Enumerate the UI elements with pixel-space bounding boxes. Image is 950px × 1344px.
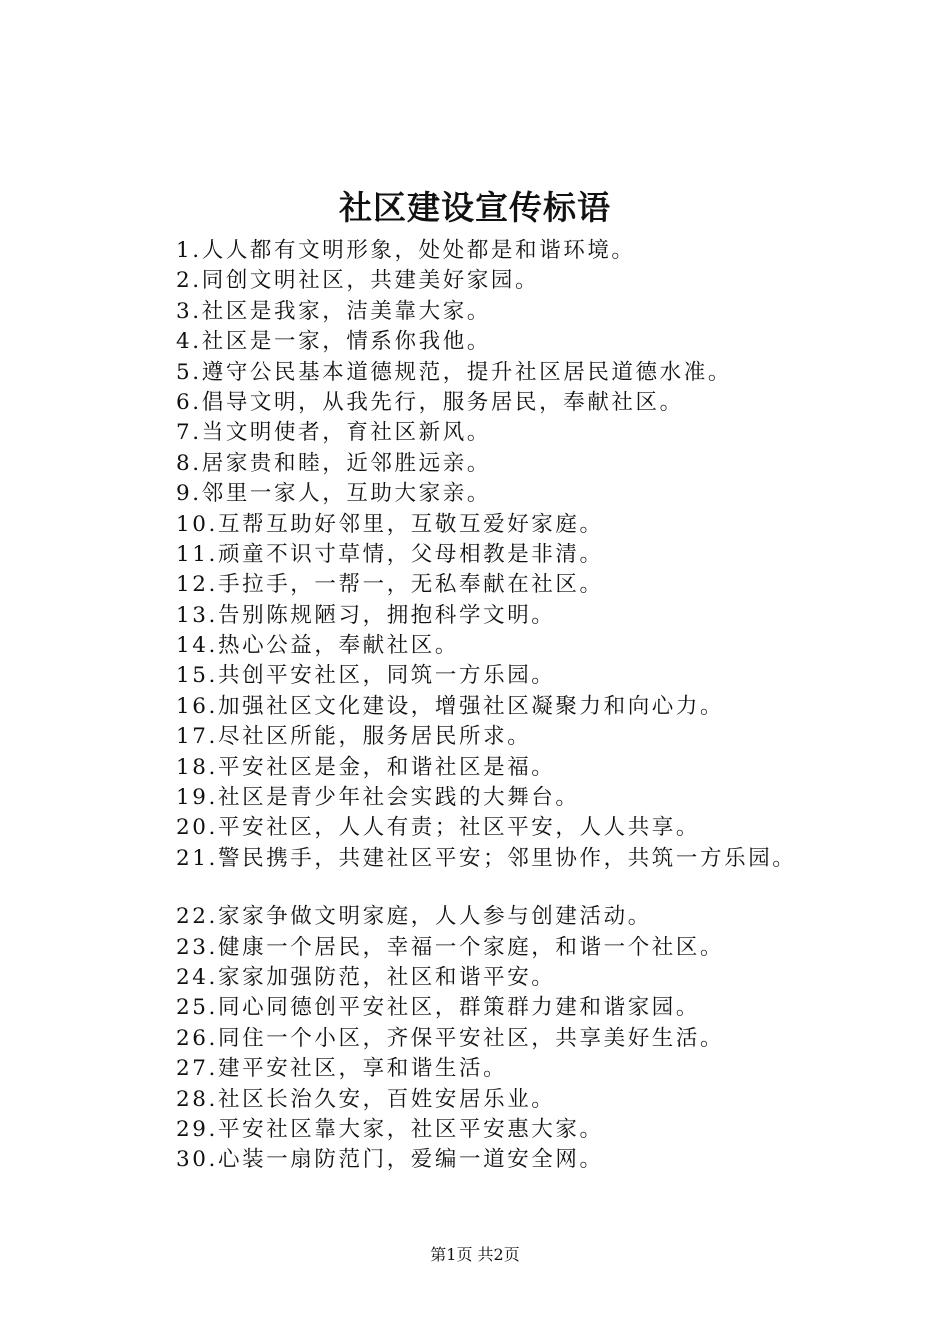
slogan-list [176, 236, 936, 1176]
list-item: 28.社区长治久安，百姓安居乐业。 [176, 1086, 556, 1112]
list-item: 29.平安社区靠大家，社区平安惠大家。 [176, 1116, 604, 1142]
list-item: 21.警民携手，共建社区平安；邻里协作，共筑一方乐园。 [176, 845, 797, 871]
list-item: 6.倡导文明，从我先行，服务居民，奉献社区。 [176, 389, 684, 415]
list-item: 1.人人都有文明形象，处处都是和谐环境。 [176, 238, 636, 263]
list-item: 22.家家争做文明家庭，人人参与创建活动。 [176, 904, 652, 930]
list-item: 24.家家加强防范，社区和谐平安。 [176, 964, 556, 990]
list-item: 25.同心同德创平安社区，群策群力建和谐家园。 [176, 995, 700, 1021]
list-item: 10.互帮互助好邻里，互敬互爱好家庭。 [176, 511, 604, 537]
list-item: 7.当文明使者，育社区新风。 [176, 420, 491, 446]
list-item: 8.居家贵和睦，近邻胜远亲。 [176, 450, 491, 476]
list-item: 20.平安社区，人人有责；社区平安，人人共享。 [176, 815, 700, 841]
page-title: 社区建设宣传标语 [339, 188, 611, 227]
list-item: 27.建平安社区，享和谐生活。 [176, 1056, 508, 1082]
list-item: 5.遵守公民基本道德规范，提升社区居民道德水准。 [176, 359, 732, 385]
list-item: 17.尽社区所能，服务居民所求。 [176, 724, 532, 750]
list-item: 3.社区是我家，洁美靠大家。 [176, 298, 491, 324]
list-item: 30.心装一扇防范门，爱编一道安全网。 [176, 1147, 604, 1173]
list-item: 2.同创文明社区，共建美好家园。 [176, 268, 540, 294]
page-footer: 第1页 共2页 [430, 1245, 520, 1264]
list-item: 9.邻里一家人，互助大家亲。 [176, 481, 491, 507]
list-item: 18.平安社区是金，和谐社区是福。 [176, 754, 556, 780]
list-item: 14.热心公益，奉献社区。 [176, 633, 459, 659]
list-item: 12.手拉手，一帮一，无私奉献在社区。 [176, 572, 604, 598]
list-item: 4.社区是一家，情系你我他。 [176, 329, 491, 355]
list-item: 11.顽童不识寸草情，父母相教是非清。 [176, 541, 604, 567]
list-item: 15.共创平安社区，同筑一方乐园。 [176, 663, 556, 689]
list-item: 13.告别陈规陋习，拥抱科学文明。 [176, 602, 556, 628]
list-item: 26.同住一个小区，齐保平安社区，共享美好生活。 [176, 1025, 725, 1051]
list-item: 19.社区是青少年社会实践的大舞台。 [176, 785, 580, 811]
list-item: 16.加强社区文化建设，增强社区凝聚力和向心力。 [176, 693, 725, 719]
list-item: 23.健康一个居民，幸福一个家庭，和谐一个社区。 [176, 934, 725, 960]
